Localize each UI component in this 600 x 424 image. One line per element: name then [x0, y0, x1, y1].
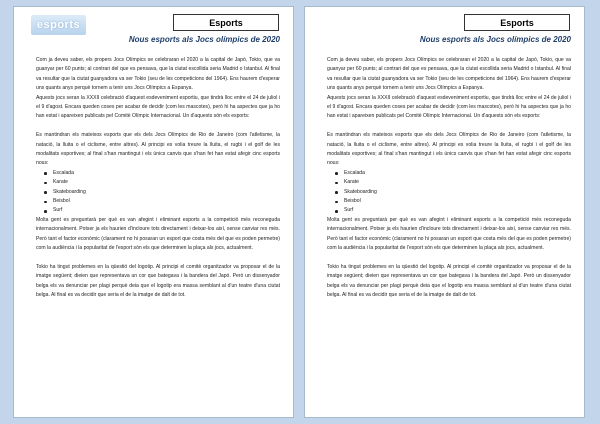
- page-subtitle: Nous esports als Jocs olímpics de 2020: [128, 35, 280, 44]
- page-left: [13, 6, 294, 418]
- logo-paragraph: Tokio ha tingut problemes en la qüestió del logotip. Al principi el comitè organitzador va proposar el de la imatge següent; dieien que representava un cor que bategava i la bandera del Japó. Però un dissenyador belga els va denunciar per plagi perquè deia que el logotip era massa semblant al d'un teatre d'una ciutat belga. Al final es va decidir que seria el de la imatge de dalt de tot.: [327, 263, 571, 299]
- audience-paragraph: Molta gent es preguntarà per què es van afegint i eliminant esports a la competició més reconeguda internacionalment. Potser ja els haurien d'incloure tots directament i deixar-los així, sense canviar res més. Però tant el factor econòmic (clarament no hi posaran un esport que costa més del que es poden permetre) com la audiència i la popularitat de l'esport són els que determinen la plaça als jocs, actualment.: [36, 216, 280, 252]
- article-body: [36, 56, 280, 301]
- list-item: Karate: [335, 178, 571, 187]
- esports-logo: [31, 15, 86, 35]
- new-sports-list: [36, 169, 280, 216]
- sports-paragraph: Es mantindran els mateixos esports que els dels Jocs Olímpics de Rio de Janeiro (com l'atletisme, la natació, la lluita o el ciclisme, entre altres). Al principi es volia treure la lluita, el rugbi i el golf de les modalitats esportives; al final s'han mantingut i els únics canvis que s'han fet han estat afegir cinc esports nous:: [36, 132, 280, 167]
- intro-paragraph: Com ja deveu saber, els propers Jocs Olímpics se celebraran el 2020 a la capital de Japó, Tokio, que va guanyar per 60 punts; al contrari del que es pensava, que la ciutat escollida seria Madrid o Istanbul. Al final va resultar que la ciutat guanyadora va ser Tokio (seu de les competicions del 1964). Ens haurem d'esperar uns quants anys perquè tornem a tenir uns Jocs Olímpics a Espanya.: [327, 57, 571, 92]
- list-item: Karate: [44, 178, 280, 187]
- list-item: Beisbol: [335, 197, 571, 206]
- logo-text: esports: [36, 19, 81, 31]
- page-right: [304, 6, 585, 418]
- dates-paragraph: Aquests jocs seran la XXXII celebració d'aquest esdeveniment esportiu, que tindrà lloc entre el 24 de juliol i el 9 d'agost. Encara queden coses per acabar de decidir (com les mascotes), però hi ha aspectes que ja ho han estat i apareixen publicats pel Comitè Olímpic Internacional. Un d'aquests són els esports:: [327, 94, 571, 120]
- page-subtitle: Nous esports als Jocs olímpics de 2020: [419, 35, 571, 44]
- list-item: Escalada: [335, 169, 571, 178]
- list-item: Surf: [335, 206, 571, 215]
- list-item: Beisbol: [44, 197, 280, 206]
- dates-paragraph: Aquests jocs seran la XXXII celebració d'aquest esdeveniment esportiu, que tindrà lloc entre el 24 de juliol i el 9 d'agost. Encara queden coses per acabar de decidir (com les mascotes), però hi ha aspectes que ja ho han estat i apareixen publicats pel Comitè Olímpic Internacional. Un d'aquests són els esports:: [36, 94, 280, 120]
- intro-paragraph: Com ja deveu saber, els propers Jocs Olímpics se celebraran el 2020 a la capital de Japó, Tokio, que va guanyar per 60 punts; al contrari del que es pensava, que la ciutat escollida seria Madrid o Istanbul. Al final va resultar que la ciutat guanyadora va ser Tokio (seu de les competicions del 1964). Ens haurem d'esperar uns quants anys perquè tornem a tenir uns Jocs Olímpics a Espanya.: [36, 57, 280, 92]
- sports-paragraph: Es mantindran els mateixos esports que els dels Jocs Olímpics de Rio de Janeiro (com l'atletisme, la natació, la lluita o el ciclisme, entre altres). Al principi es volia treure la lluita, el rugbi i el golf de les modalitats esportives; al final s'han mantingut i els únics canvis que s'han fet han estat afegir cinc esports nous:: [327, 132, 571, 167]
- title-box: [173, 14, 279, 31]
- title-box: [464, 14, 570, 31]
- page-title: Esports: [500, 17, 534, 28]
- new-sports-list: [327, 169, 571, 216]
- logo-paragraph: Tokio ha tingut problemes en la qüestió del logotip. Al principi el comitè organitzador va proposar el de la imatge següent; dieien que representava un cor que bategava i la bandera del Japó. Però un dissenyador belga els va denunciar per plagi perquè deia que el logotip era massa semblant al d'un teatre d'una ciutat belga. Al final es va decidir que seria el de la imatge de dalt de tot.: [36, 263, 280, 299]
- article-body: [327, 56, 571, 301]
- list-item: Skateboarding: [335, 188, 571, 197]
- page-title: Esports: [209, 17, 243, 28]
- list-item: Escalada: [44, 169, 280, 178]
- audience-paragraph: Molta gent es preguntarà per què es van afegint i eliminant esports a la competició més reconeguda internacionalment. Potser ja els haurien d'incloure tots directament i deixar-los així, sense canviar res més. Però tant el factor econòmic (clarament no hi posaran un esport que costa més del que es poden permetre) com la audiència i la popularitat de l'esport són els que determinen la plaça als jocs, actualment.: [327, 216, 571, 252]
- list-item: Surf: [44, 206, 280, 215]
- list-item: Skateboarding: [44, 188, 280, 197]
